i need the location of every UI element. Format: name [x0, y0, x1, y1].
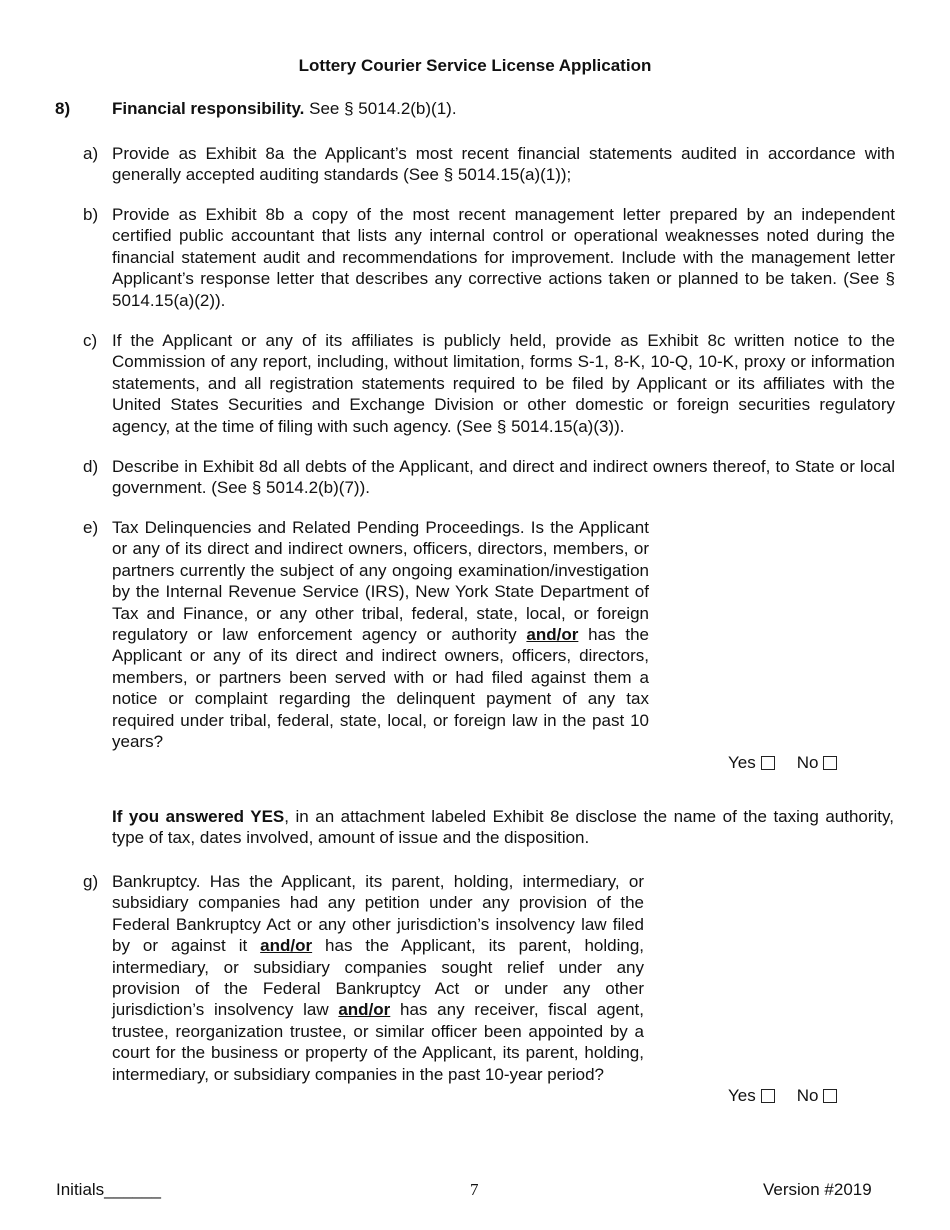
item-g-yes-no	[728, 1086, 837, 1106]
item-e-yes-checkbox[interactable]	[761, 756, 775, 770]
item-letter: e)	[83, 518, 99, 537]
section-heading	[55, 99, 895, 119]
item-g-yes-checkbox[interactable]	[761, 1089, 775, 1103]
item-letter: d)	[83, 457, 99, 476]
yes-label: Yes	[728, 753, 756, 772]
page-title: Lottery Courier Service License Application	[298, 56, 652, 75]
section-number: 8)	[55, 99, 71, 118]
item-text: Provide as Exhibit 8a the Applicant’s most recent financial statements audited in accordance with generally accepted auditing standards (See § 5014.15(a)(1));	[112, 144, 895, 185]
initials-field[interactable]: Initials______	[56, 1180, 161, 1199]
no-label: No	[796, 1086, 819, 1105]
section-reference: See § 5014.2(b)(1).	[304, 99, 457, 118]
item-e-no-checkbox[interactable]	[823, 756, 837, 770]
item-letter: b)	[83, 205, 99, 224]
item-e-yes-no	[728, 753, 837, 773]
item-letter: a)	[83, 144, 99, 163]
item-letter: g)	[83, 872, 99, 891]
section-title: Financial responsibility.	[112, 99, 305, 118]
item-text: Bankruptcy. Has the Applicant, its parent, holding, intermediary, or subsidiary companies had any petition under any provision of the Federal Bankruptcy Act or any other jurisdiction’s insolvency law filed by or against it and/or has the Applicant, its parent, holding, intermediary, or subsidiary companies sought relief under any provision of the Federal Bankruptcy Act or under any other jurisdiction’s insolvency law and/or has any receiver, fiscal agent, trustee, reorganization trustee, or similar officer been appointed by a court for the business or property of the Applicant, its parent, holding, intermediary, or subsidiary companies in the past 10-year period?	[112, 872, 644, 1084]
item-letter: c)	[83, 331, 98, 350]
item-text: Describe in Exhibit 8d all debts of the Applicant, and direct and indirect owners thereof, to State or local government. (See § 5014.2(b)(7)).	[112, 457, 895, 498]
and-or-emphasis: and/or	[260, 936, 313, 956]
version-label: Version #2019	[763, 1180, 872, 1199]
item-text: Tax Delinquencies and Related Pending Proceedings. Is the Applicant or any of its direct and indirect owners, officers, directors, members, or partners currently the subject of any ongoing examination/investigation by the Internal Revenue Service (IRS), New York State Department of Tax and Finance, or any other tribal, federal, state, local, or foreign regulatory or law enforcement agency or authority and/or has the Applicant or any of its direct and indirect owners, officers, directors, members, or partners been served with or had filed against them a notice or complaint regarding the delinquent payment of any tax required under tribal, federal, state, local, or foreign law in the past 10 years?	[112, 518, 649, 752]
item-text: Provide as Exhibit 8b a copy of the most recent management letter prepared by an independent certified public accountant that lists any internal control or operational weaknesses noted during the financial statement audit and recommendations for improvement. Include with the management letter Applicant’s response letter that describes any corrective actions taken or planned to be taken. (See § 5014.15(a)(2)).	[112, 205, 895, 310]
item-g-no-checkbox[interactable]	[823, 1089, 837, 1103]
item-text: If the Applicant or any of its affiliates is publicly held, provide as Exhibit 8c written notice to the Commission of any report, including, without limitation, forms S-1, 8-K, 10-Q, 10-K, proxy or information statements, and all registration statements required to be filed by Applicant or its affiliates with the United States Securities and Exchange Division or other domestic or foreign securities regulatory agency, at the time of filing with such agency. (See § 5014.15(a)(3)).	[112, 331, 895, 436]
yes-label: Yes	[728, 1086, 756, 1105]
and-or-emphasis: and/or	[338, 1000, 391, 1020]
page-number: 7	[470, 1180, 479, 1199]
item-e-note: If you answered YES, in an attachment labeled Exhibit 8e disclose the name of the taxing authority, type of tax, dates involved, amount of issue and the disposition.	[112, 807, 894, 848]
and-or-emphasis: and/or	[526, 625, 579, 645]
note-emphasis: If you answered YES	[112, 807, 285, 826]
no-label: No	[796, 753, 819, 772]
